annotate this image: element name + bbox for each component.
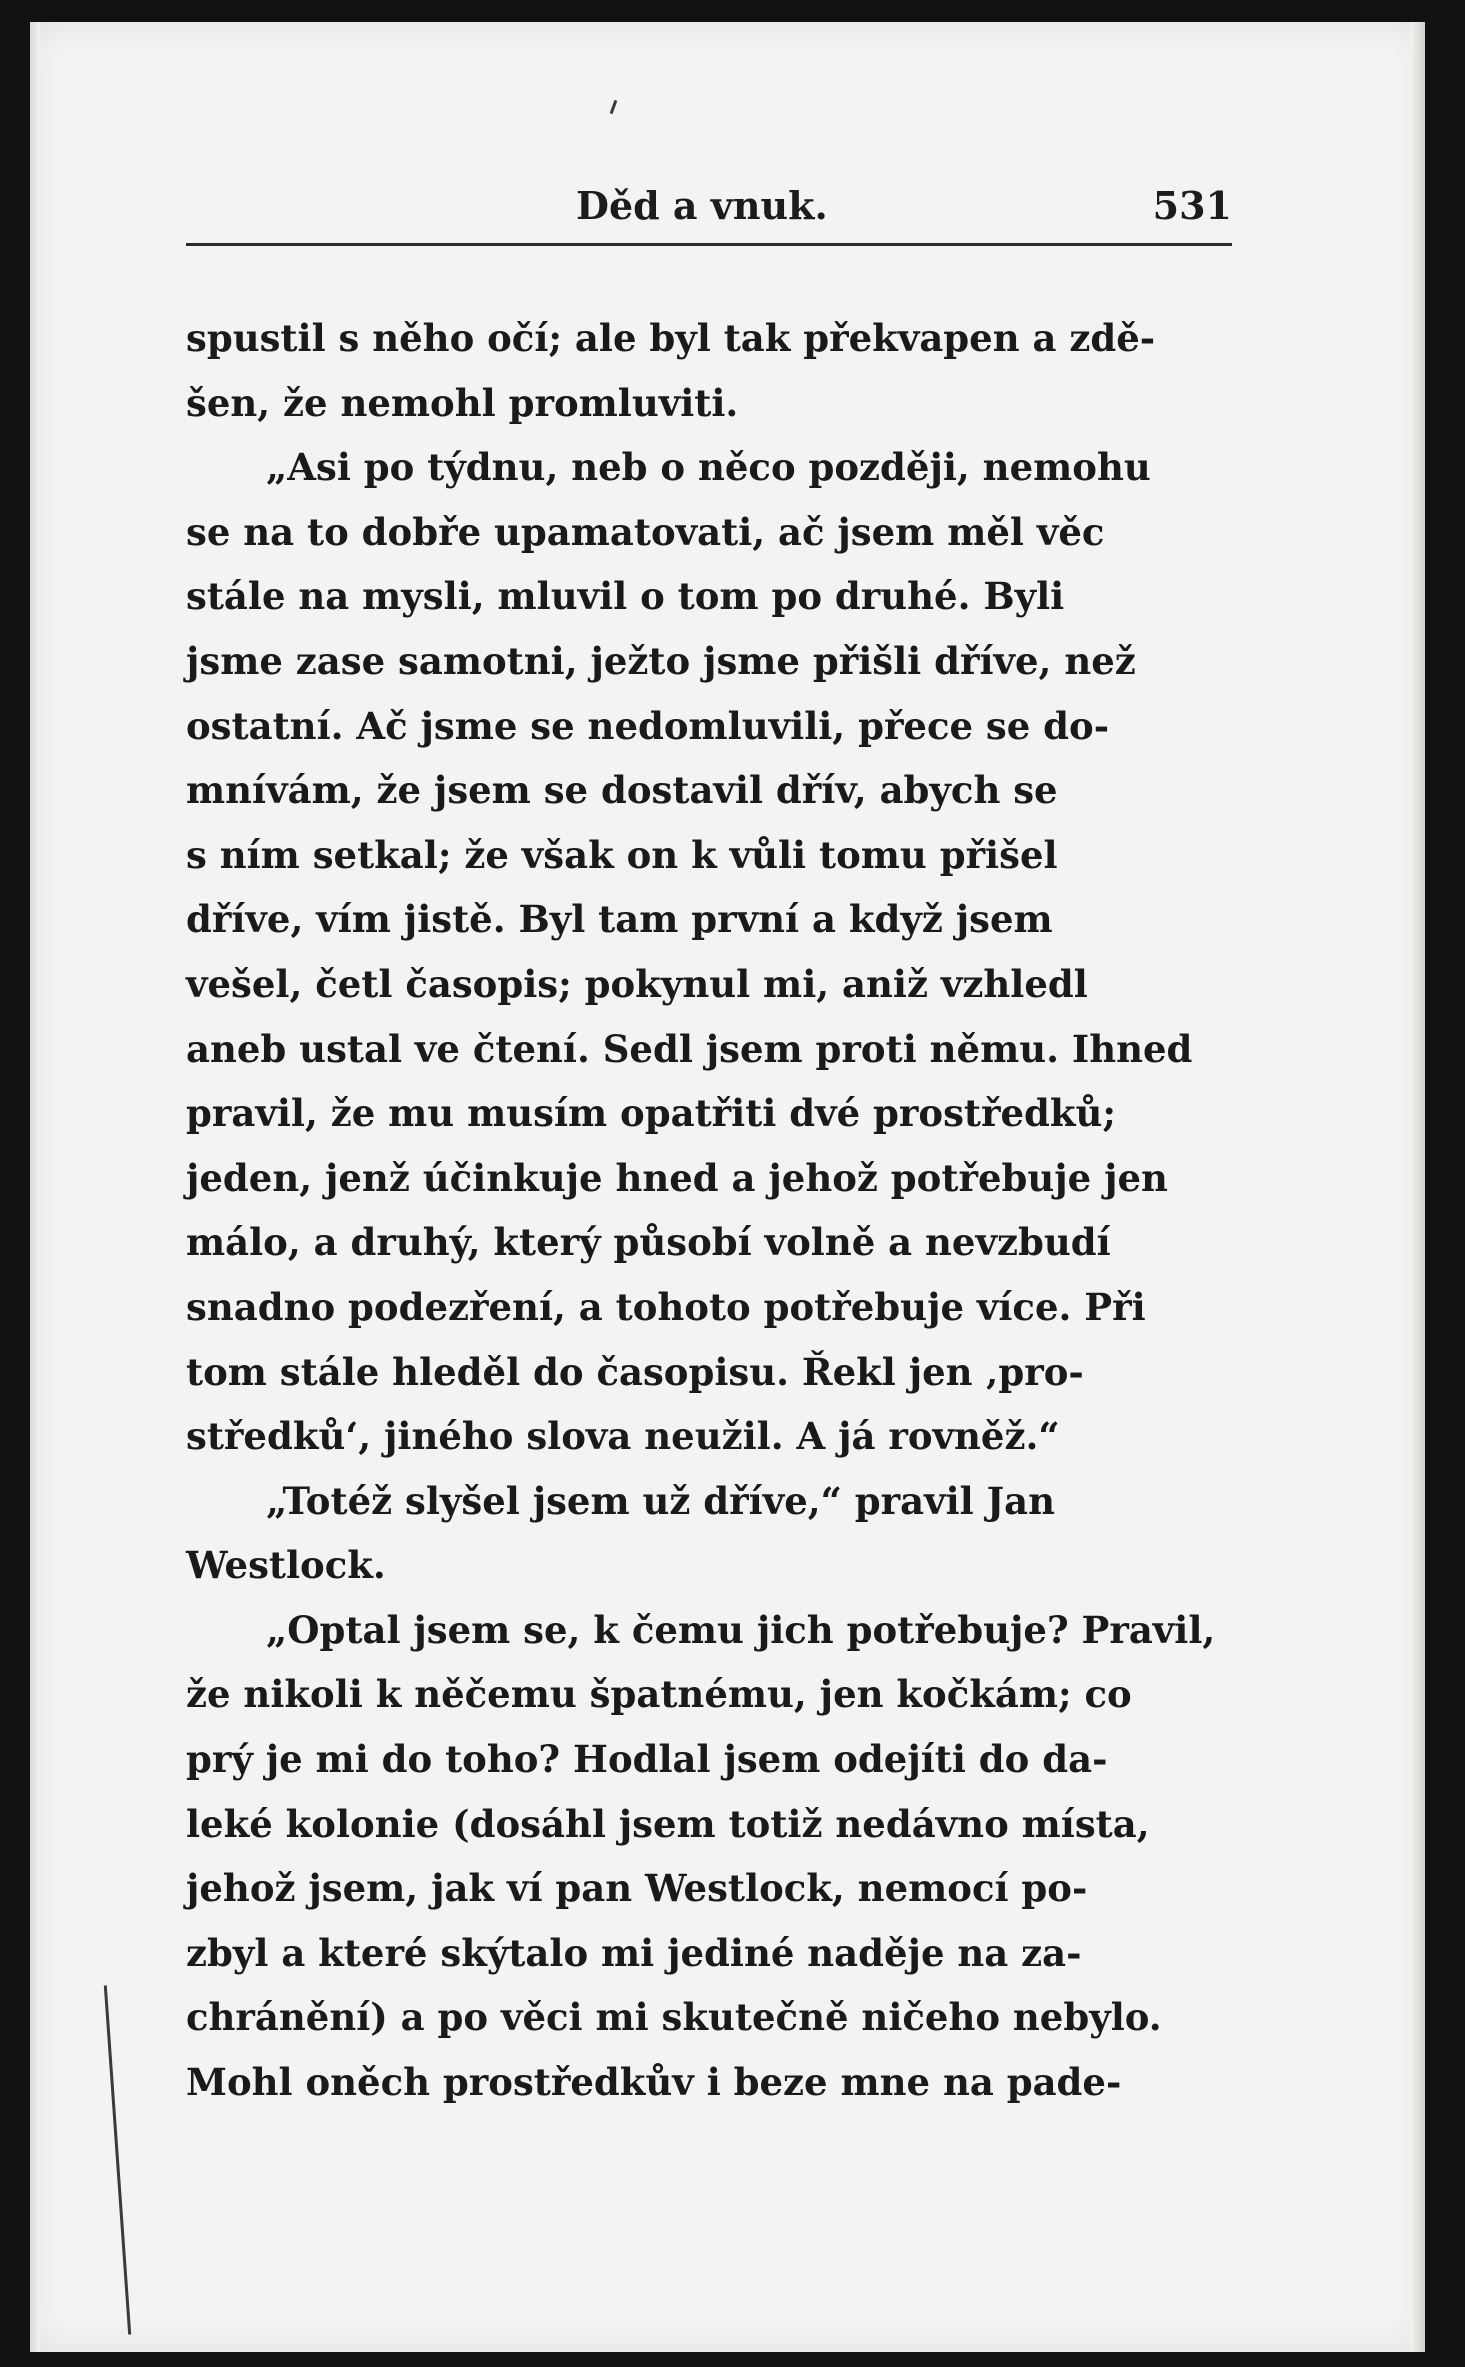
text-line: „Totéž slyšel jsem už dříve,“ pravil Jan <box>266 1478 1055 1523</box>
text-line: ostatní. Ač jsme se nedomluvili, přece se do- <box>186 703 1110 748</box>
text-line: leké kolonie (dosáhl jsem totiž nedávno místa, <box>186 1801 1150 1846</box>
text-line: dříve, vím jistě. Byl tam první a když jsem <box>186 897 1053 942</box>
text-line: snadno podezření, a tohoto potřebuje více. Při <box>186 1284 1146 1329</box>
text-line: stále na mysli, mluvil o tom po druhé. Byli <box>186 574 1065 619</box>
text-line: vešel, četl časopis; pokynul mi, aniž vzhledl <box>186 961 1088 1006</box>
text-line: že nikoli k něčemu špatnému, jen kočkám; co <box>186 1672 1132 1717</box>
page-right-edge <box>1410 22 1425 2352</box>
text-line: šen, že nemohl promluviti. <box>186 380 739 425</box>
text-line: chránění) a po věci mi skutečně ničeho nebylo. <box>186 1995 1162 2040</box>
text-line: pravil, že mu musím opatřiti dvé prostředků; <box>186 1091 1117 1136</box>
text-line: Mohl oněch prostředkův i beze mne na pade- <box>186 2060 1122 2105</box>
body-text <box>186 306 1246 2115</box>
text-line: Westlock. <box>186 1543 386 1588</box>
text-line: zbyl a které skýtalo mi jediné naděje na za- <box>186 1930 1082 1975</box>
text-line: tom stále hleděl do časopisu. Řekl jen ‚pro- <box>186 1349 1084 1394</box>
text-line: s ním setkal; že však on k vůli tomu přišel <box>186 832 1058 877</box>
text-line: se na to dobře upamatovati, ač jsem měl věc <box>186 509 1105 554</box>
text-line: „Optal jsem se, k čemu jich potřebuje? Pravil, <box>266 1607 1216 1652</box>
running-title: Děd a vnuk. <box>576 183 828 228</box>
text-line: jsme zase samotni, ježto jsme přišli dříve, než <box>186 638 1136 683</box>
text-line: jeden, jenž účinkuje hned a jehož potřebuje jen <box>186 1155 1168 1200</box>
page-number: 531 <box>1152 183 1232 228</box>
page-left-edge <box>30 22 40 2352</box>
text-line: málo, a druhý, který působí volně a nevzbudí <box>186 1220 1111 1265</box>
text-line: jehož jsem, jak ví pan Westlock, nemocí po- <box>186 1866 1088 1911</box>
text-line: mnívám, že jsem se dostavil dřív, abych se <box>186 768 1058 813</box>
running-header <box>186 183 1232 229</box>
text-line: středků‘, jiného slova neužil. A já rovněž.“ <box>186 1414 1060 1459</box>
text-line: aneb ustal ve čtení. Sedl jsem proti němu. Ihned <box>186 1026 1193 1071</box>
text-line: spustil s něho očí; ale byl tak překvapen a zdě- <box>186 316 1156 360</box>
text-line: prý je mi do toho? Hodlal jsem odejíti do da- <box>186 1737 1108 1782</box>
header-rule <box>186 243 1232 246</box>
text-line: „Asi po týdnu, neb o něco později, nemohu <box>266 445 1151 490</box>
